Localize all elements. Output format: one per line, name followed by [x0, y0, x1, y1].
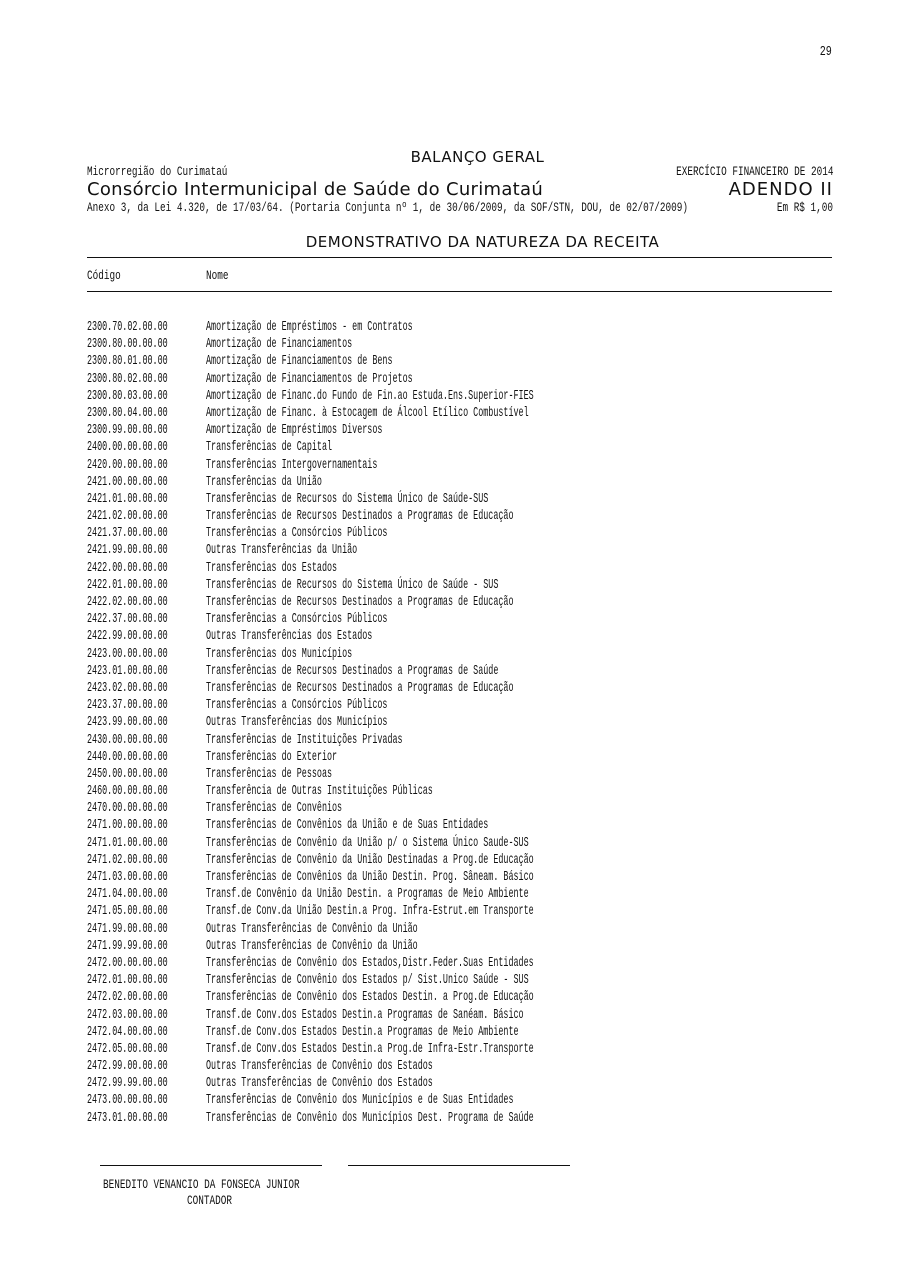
table-row [87, 491, 833, 508]
table-row [87, 903, 833, 920]
row-code: 2472.02.00.00.00 [87, 989, 168, 1006]
table-row [87, 817, 833, 834]
row-code: 2422.37.00.00.00 [87, 611, 168, 628]
row-code: 2400.00.00.00.00 [87, 439, 168, 456]
table-row [87, 371, 833, 388]
table-row [87, 680, 833, 697]
table-row [87, 989, 833, 1006]
row-name: Amortização de Financiamentos [206, 336, 353, 353]
row-name: Outras Transferências dos Municípios [206, 714, 388, 731]
row-code: 2472.01.00.00.00 [87, 972, 168, 989]
row-code: 2471.00.00.00.00 [87, 817, 168, 834]
signature-line-right [348, 1165, 570, 1166]
row-code: 2300.99.00.00.00 [87, 422, 168, 439]
table-row [87, 749, 833, 766]
row-code: 2440.00.00.00.00 [87, 748, 168, 765]
row-name: Transferências de Convênios da União Destin. Prog. Sâneam. Básico [206, 869, 534, 885]
row-name: Transf.de Conv.dos Estados Destin.a Prog.de Infra-Estr.Transporte [206, 1040, 534, 1057]
table-row [87, 852, 833, 869]
row-name: Transferências a Consórcios Públicos [206, 525, 388, 542]
row-name: Outras Transferências de Convênio da União [206, 920, 418, 937]
row-code: 2430.00.00.00.00 [87, 731, 168, 748]
row-name: Transf.de Conv.dos Estados Destin.a Programas de Sanéam. Básico [206, 1006, 524, 1023]
row-name: Transferências de Capital [206, 439, 333, 456]
row-code: 2423.02.00.00.00 [87, 679, 168, 696]
table-row [87, 1058, 833, 1075]
annex-reference: Anexo 3, da Lei 4.320, de 17/03/64. (Portaria Conjunta nº 1, de 30/06/2009, da SOF/STN, DOU, de 02/07/2009) [87, 200, 689, 215]
row-name: Transferências a Consórcios Públicos [206, 611, 388, 628]
row-name: Transferências de Convênio da União Destinadas a Prog.de Educação [206, 851, 534, 868]
row-name: Transferências de Convênio dos Estados p/ Sist.Unico Saúde - SUS [206, 972, 529, 989]
table-row [87, 732, 833, 749]
table-row [87, 714, 833, 731]
row-code: 2423.01.00.00.00 [87, 662, 168, 679]
row-code: 2472.00.00.00.00 [87, 954, 168, 971]
row-name: Transferências dos Municípios [206, 645, 353, 662]
row-name: Transferências de Recursos Destinados a Programas de Saúde [206, 662, 499, 679]
row-code: 2472.99.99.00.00 [87, 1075, 168, 1092]
row-name: Amortização de Financiamentos de Bens [206, 353, 393, 370]
table-row [87, 783, 833, 800]
row-code: 2300.80.01.00.00 [87, 353, 168, 370]
row-name: Amortização de Financ.do Fundo de Fin.ao Estuda.Ens.Superior-FIES [206, 387, 534, 404]
table-row [87, 353, 833, 370]
page-title: BALANÇO GERAL [410, 148, 545, 166]
table-row [87, 869, 833, 886]
row-code: 2422.00.00.00.00 [87, 559, 168, 576]
column-header-name: Nome [206, 268, 229, 283]
row-name: Outras Transferências de Convênio dos Estados [206, 1058, 433, 1075]
row-name: Outras Transferências dos Estados [206, 628, 373, 645]
row-name: Transf.de Convênio da União Destin. a Programas de Meio Ambiente [206, 886, 529, 903]
row-name: Outras Transferências de Convênio dos Estados [206, 1075, 433, 1092]
row-name: Transferências a Consórcios Públicos [206, 697, 388, 714]
row-name: Transferências de Convênio dos Municípios e de Suas Entidades [206, 1092, 514, 1109]
row-name: Transferências de Convênio dos Estados,Distr.Feder.Suas Entidades [206, 954, 534, 971]
row-code: 2421.00.00.00.00 [87, 473, 168, 490]
row-code: 2473.01.00.00.00 [87, 1109, 168, 1126]
row-name: Transferências de Recursos Destinados a Programas de Educação [206, 679, 514, 696]
row-name: Transferência de Outras Instituições Públicas [206, 783, 433, 800]
row-code: 2420.00.00.00.00 [87, 456, 168, 473]
row-code: 2471.03.00.00.00 [87, 869, 168, 885]
row-code: 2300.80.03.00.00 [87, 387, 168, 404]
row-name: Transferências de Recursos do Sistema Único de Saúde-SUS [206, 490, 489, 507]
table-row [87, 628, 833, 645]
row-code: 2422.99.00.00.00 [87, 628, 168, 645]
row-name: Transf.de Conv.da União Destin.a Prog. Infra-Estrut.em Transporte [206, 903, 534, 920]
row-code: 2422.01.00.00.00 [87, 576, 168, 593]
table-row [87, 474, 833, 491]
row-code: 2471.99.99.00.00 [87, 937, 168, 954]
row-name: Amortização de Financiamentos de Projetos [206, 370, 413, 387]
divider-top [87, 257, 832, 258]
row-name: Transferências do Exterior [206, 748, 338, 765]
table-row [87, 611, 833, 628]
column-header-code: Código [87, 268, 121, 283]
table-row [87, 1041, 833, 1058]
table-row [87, 663, 833, 680]
table-row [87, 560, 833, 577]
row-code: 2422.02.00.00.00 [87, 594, 168, 610]
table-row [87, 835, 833, 852]
row-name: Transferências de Convênios da União e de Suas Entidades [206, 817, 489, 834]
currency-unit: Em R$ 1,00 [776, 200, 833, 215]
signature-role: CONTADOR [187, 1193, 232, 1208]
table-row [87, 1092, 833, 1109]
row-name: Amortização de Empréstimos - em Contratos [206, 319, 413, 335]
table-row [87, 697, 833, 714]
row-name: Outras Transferências da União [206, 542, 358, 559]
revenue-table [87, 319, 833, 1127]
table-row [87, 594, 833, 611]
row-name: Transferências de Convênio da União p/ o Sistema Único Saude-SUS [206, 834, 529, 851]
row-code: 2423.99.00.00.00 [87, 714, 168, 731]
table-row [87, 388, 833, 405]
table-row [87, 938, 833, 955]
table-row [87, 1007, 833, 1024]
row-name: Transferências dos Estados [206, 559, 338, 576]
row-name: Transferências de Convênio dos Estados Destin. a Prog.de Educação [206, 989, 534, 1006]
row-code: 2300.80.00.00.00 [87, 336, 168, 353]
table-row [87, 422, 833, 439]
table-row [87, 439, 833, 456]
row-name: Amortização de Empréstimos Diversos [206, 422, 383, 439]
row-code: 2472.05.00.00.00 [87, 1040, 168, 1057]
row-code: 2460.00.00.00.00 [87, 783, 168, 800]
row-code: 2300.80.02.00.00 [87, 370, 168, 387]
row-code: 2471.99.00.00.00 [87, 920, 168, 937]
row-code: 2471.02.00.00.00 [87, 851, 168, 868]
fiscal-year-label: EXERCÍCIO FINANCEIRO DE 2014 [675, 164, 833, 179]
table-row [87, 457, 833, 474]
table-row [87, 921, 833, 938]
row-code: 2471.05.00.00.00 [87, 903, 168, 920]
addendum-label: ADENDO II [728, 179, 833, 200]
row-name: Transferências de Convênios [206, 800, 343, 817]
table-row [87, 1110, 833, 1127]
divider-header [87, 291, 832, 292]
row-code: 2421.99.00.00.00 [87, 542, 168, 559]
table-row [87, 319, 833, 336]
row-name: Transferências de Recursos Destinados a Programas de Educação [206, 508, 514, 525]
row-name: Transferências de Recursos Destinados a Programas de Educação [206, 594, 514, 610]
table-row [87, 972, 833, 989]
row-code: 2472.03.00.00.00 [87, 1006, 168, 1023]
row-code: 2421.01.00.00.00 [87, 490, 168, 507]
report-title: DEMONSTRATIVO DA NATUREZA DA RECEITA [305, 233, 660, 251]
row-code: 2423.00.00.00.00 [87, 645, 168, 662]
row-name: Amortização de Financ. à Estocagem de Álcool Etílico Combustível [206, 404, 529, 421]
row-code: 2472.99.00.00.00 [87, 1058, 168, 1075]
row-name: Transferências de Convênio dos Municípios Dest. Programa de Saúde [206, 1109, 534, 1126]
signature-line-left [100, 1165, 322, 1166]
row-name: Transferências da União [206, 473, 322, 490]
row-code: 2473.00.00.00.00 [87, 1092, 168, 1109]
row-code: 2421.37.00.00.00 [87, 525, 168, 542]
table-row [87, 766, 833, 783]
table-row [87, 405, 833, 422]
table-row [87, 646, 833, 663]
row-name: Transf.de Conv.dos Estados Destin.a Programas de Meio Ambiente [206, 1023, 519, 1040]
row-code: 2450.00.00.00.00 [87, 765, 168, 782]
row-name: Transferências de Instituições Privadas [206, 731, 403, 748]
table-row [87, 542, 833, 559]
table-row [87, 336, 833, 353]
entity-name: Consórcio Intermunicipal de Saúde do Curimataú [87, 179, 544, 200]
table-row [87, 577, 833, 594]
table-row [87, 886, 833, 903]
row-code: 2472.04.00.00.00 [87, 1023, 168, 1040]
signature-name: BENEDITO VENANCIO DA FONSECA JUNIOR [103, 1177, 300, 1192]
page-number: 29 [819, 44, 832, 60]
row-code: 2300.80.04.00.00 [87, 404, 168, 421]
row-code: 2423.37.00.00.00 [87, 697, 168, 714]
table-row [87, 1075, 833, 1092]
region-label: Microrregião do Curimataú [87, 164, 228, 179]
table-row [87, 955, 833, 972]
row-code: 2470.00.00.00.00 [87, 800, 168, 817]
row-name: Transferências de Pessoas [206, 765, 333, 782]
table-row [87, 1024, 833, 1041]
row-name: Transferências de Recursos do Sistema Único de Saúde - SUS [206, 576, 499, 593]
table-row [87, 508, 833, 525]
table-row [87, 800, 833, 817]
table-row [87, 525, 833, 542]
row-code: 2471.04.00.00.00 [87, 886, 168, 903]
row-name: Outras Transferências de Convênio da União [206, 937, 418, 954]
row-name: Transferências Intergovernamentais [206, 456, 378, 473]
row-code: 2471.01.00.00.00 [87, 834, 168, 851]
row-code: 2300.70.02.00.00 [87, 319, 168, 335]
row-code: 2421.02.00.00.00 [87, 508, 168, 525]
